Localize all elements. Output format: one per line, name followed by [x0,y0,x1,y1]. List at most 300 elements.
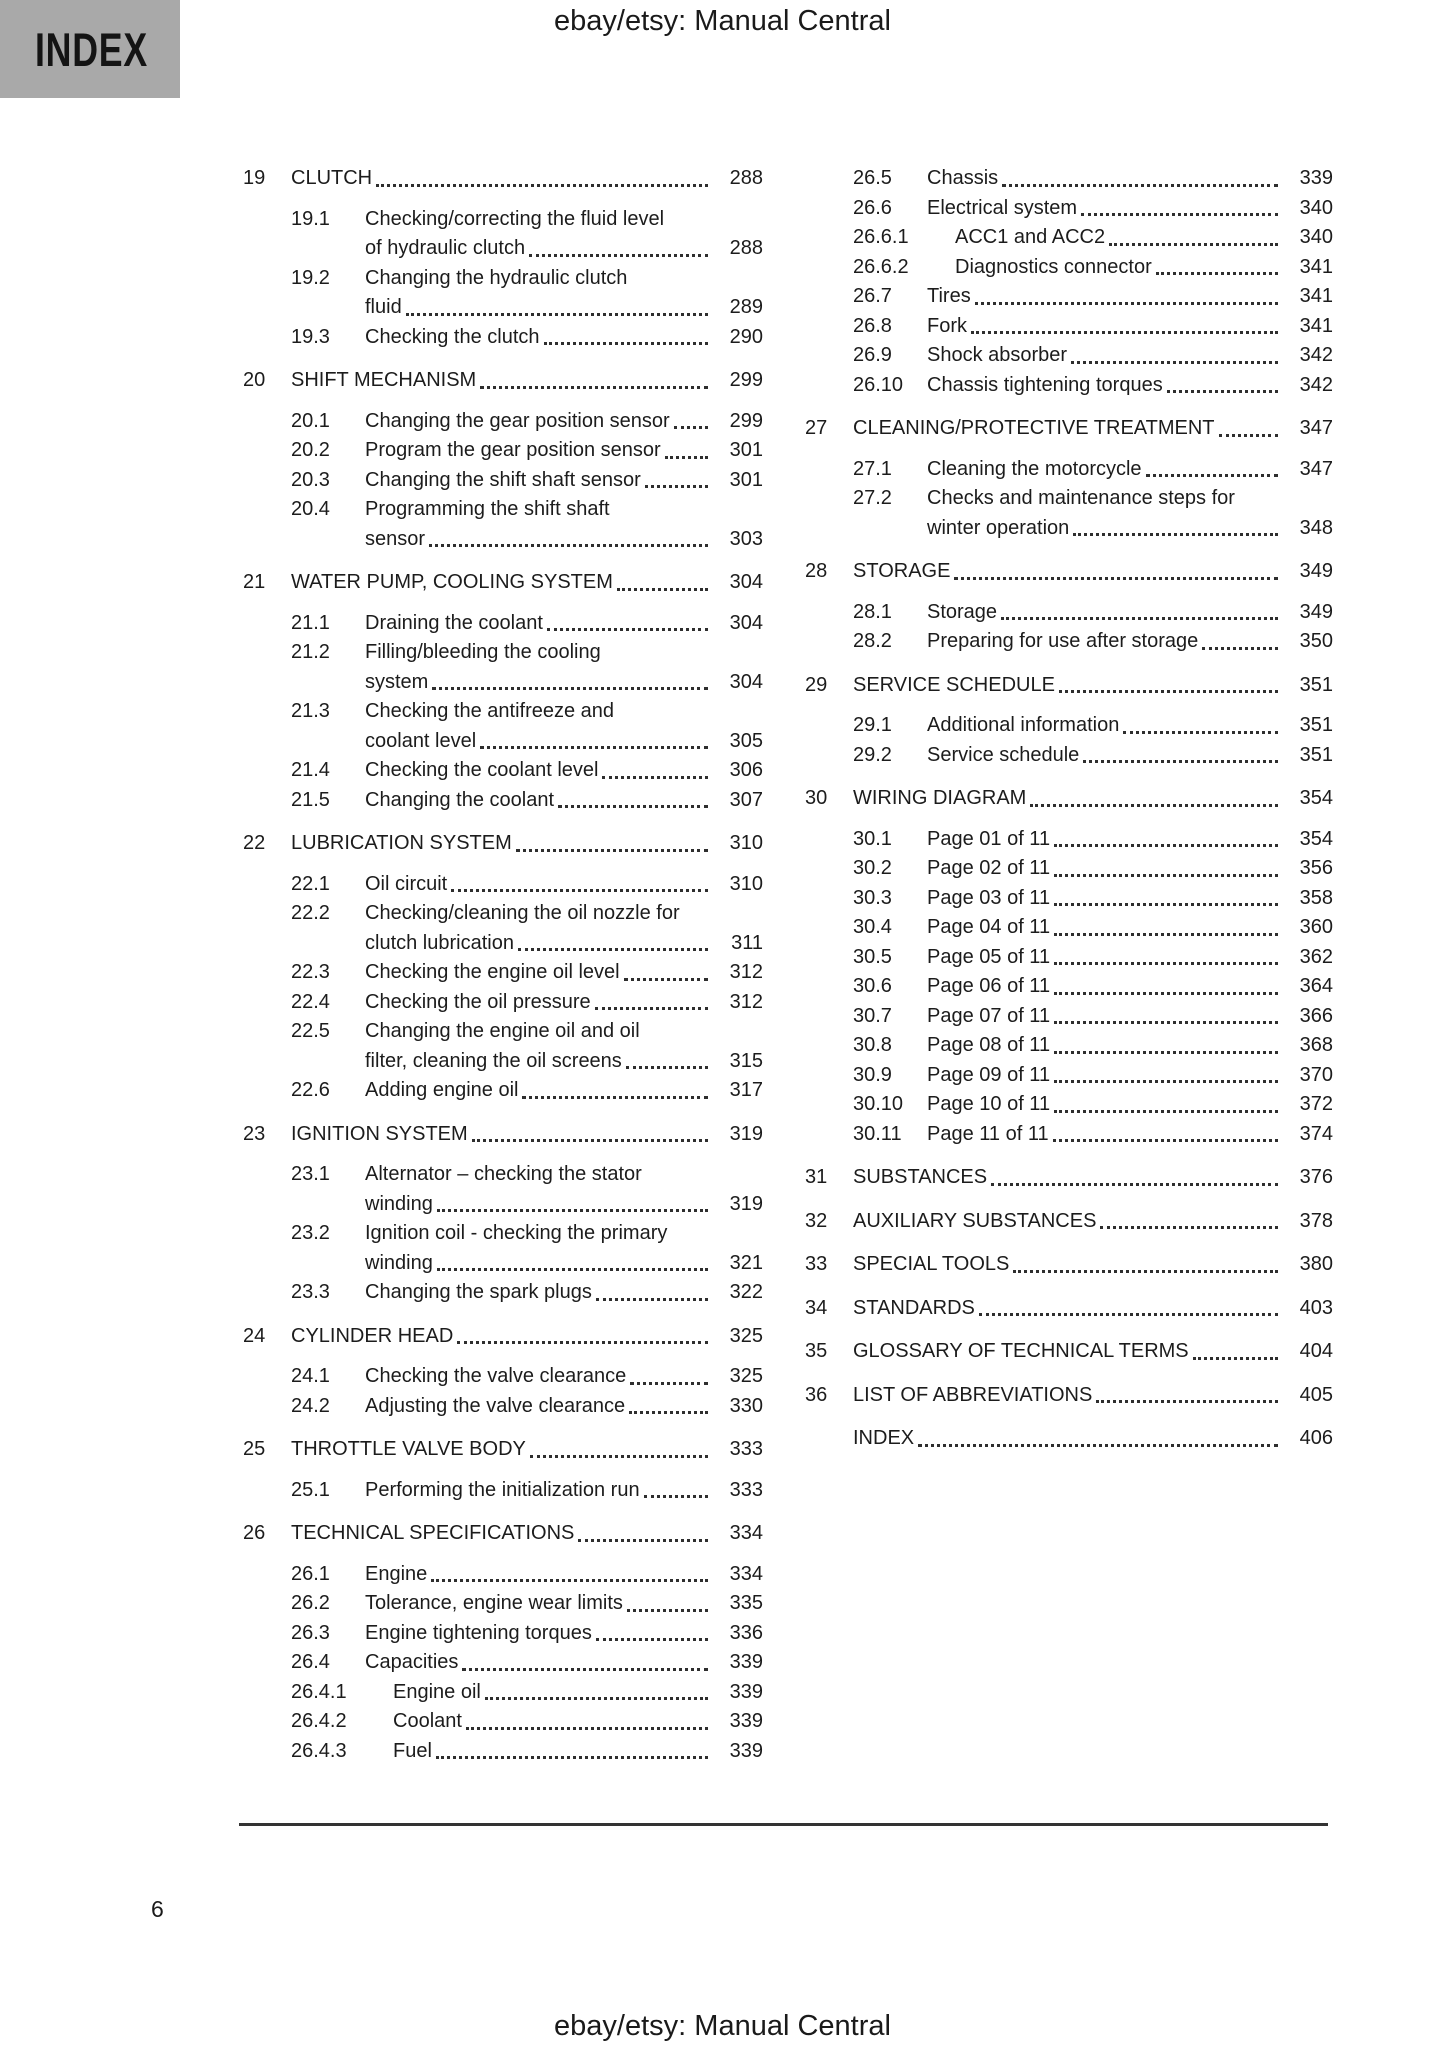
entry-body [291,164,763,194]
entry-number: 26 [243,1522,266,1544]
entry-page-number: 303 [729,527,763,550]
dot-leader [1096,1381,1278,1404]
dot-leader [1030,784,1278,807]
toc-right-column [805,164,1333,1465]
entry-body [955,253,1333,283]
entry-number: 26.4 [291,1651,330,1673]
toc-entry [243,756,763,786]
entry-page-number: 335 [729,1592,763,1614]
entry-final-line [853,784,1333,814]
entry-title-line: Page 11 of 11 [927,1122,1049,1145]
entry-body [853,784,1333,814]
entry-title-line: Changing the shift shaft sensor [365,468,641,491]
toc-entry [805,164,1333,194]
toc-entry [805,371,1333,401]
entry-number: 35 [805,1340,828,1362]
dot-leader [522,1076,708,1099]
index-badge-label: INDEX [35,22,148,76]
toc-entry [805,1424,1333,1454]
entry-body [927,484,1333,543]
entry-page-number: 406 [1299,1427,1333,1449]
dot-leader [518,929,708,952]
entry-final-line [291,829,763,859]
dot-leader [480,727,708,750]
entry-final-line [365,1589,763,1619]
entry-final-line [365,1278,763,1308]
entry-page-number: 356 [1299,857,1333,879]
toc-entry [805,223,1333,253]
toc-entry [243,870,763,900]
dot-leader [991,1163,1278,1186]
entry-final-line [927,371,1333,401]
entry-final-line [365,609,763,639]
entry-page-number: 304 [729,670,763,693]
toc-entry [805,253,1333,283]
entry-page-number: 299 [729,409,763,432]
dot-leader [1054,1061,1278,1084]
dot-leader [431,1560,708,1583]
entry-title-line: of hydraulic clutch [365,237,526,259]
entry-page-number: 307 [729,788,763,811]
entry-title-line: filter, cleaning the oil screens [365,1049,622,1072]
entry-title-line: Tires [927,285,971,307]
entry-final-line [365,727,763,757]
dot-leader [975,282,1278,305]
entry-body [365,958,763,988]
entry-final-line [927,1031,1333,1061]
entry-body [365,1219,763,1278]
entry-page-number: 325 [729,1324,763,1347]
entry-page-number: 288 [729,167,763,189]
entry-body [955,223,1333,253]
entry-page-number: 347 [1299,457,1333,480]
entry-number: 27.2 [853,487,892,509]
entry-body [365,1362,763,1392]
dot-leader [971,312,1278,335]
dot-leader [485,1678,708,1701]
entry-title-line: THROTTLE VALVE BODY [291,1438,526,1460]
dot-leader [406,293,708,316]
entry-page-number: 310 [729,832,763,854]
entry-number: 26.3 [291,1621,330,1644]
toc-entry [805,627,1333,657]
entry-final-line [927,741,1333,771]
entry-title-line: Page 06 of 11 [927,975,1051,997]
entry-title-line: Checking/correcting the fluid level [365,207,665,230]
entry-body [853,1250,1333,1280]
entry-title-line: Tolerance, engine wear limits [365,1592,623,1614]
dot-leader [1202,627,1278,650]
entry-body [365,1076,763,1106]
entry-body [365,1017,763,1076]
dot-leader [629,1392,708,1415]
toc-entry [805,671,1333,701]
entry-title-line: WATER PUMP, COOLING SYSTEM [291,571,613,593]
dot-leader [547,609,708,632]
dot-leader [1123,711,1278,734]
entry-number: 21.1 [291,611,330,634]
entry-number: 30.1 [853,827,892,850]
entry-final-line [291,164,763,194]
footer-page-number: 6 [151,1896,164,1922]
entry-page-number: 342 [1299,373,1333,396]
dot-leader [1054,943,1278,966]
entry-page-number: 339 [729,1710,763,1732]
toc-entry [805,1090,1333,1120]
entry-page-number: 312 [729,961,763,983]
entry-page-number: 333 [729,1438,763,1460]
dot-leader [1054,972,1278,995]
entry-number: 26.4.2 [291,1710,347,1732]
entry-page-number: 301 [729,439,763,461]
entry-title-line: Adding engine oil [365,1079,519,1101]
toc-entry [805,1337,1333,1367]
entry-number: 30.9 [853,1063,892,1086]
toc-entry [805,414,1333,444]
entry-body [365,1619,763,1649]
entry-title-line: Checking the oil pressure [365,990,591,1013]
entry-page-number: 322 [729,1281,763,1303]
entry-final-line [853,1163,1333,1193]
toc-entry [805,711,1333,741]
entry-page-number: 319 [729,1122,763,1145]
entry-number: 29.2 [853,743,892,766]
entry-title-line: CLEANING/PROTECTIVE TREATMENT [853,417,1215,439]
entry-title-line: Coolant [393,1710,462,1732]
toc-entry [243,568,763,598]
entry-page-number: 347 [1299,417,1333,439]
entry-final-line [853,671,1333,701]
entry-title-line: SUBSTANCES [853,1166,988,1188]
toc-entry [243,1737,763,1767]
entry-number: 23.3 [291,1281,330,1303]
entry-page-number: 405 [1299,1383,1333,1406]
entry-title-line: Changing the gear position sensor [365,409,670,432]
entry-page-number: 370 [1299,1063,1333,1086]
entry-final-line [853,1207,1333,1237]
entry-title-line: Engine tightening torques [365,1621,592,1644]
entry-title-line: Page 04 of 11 [927,916,1051,938]
dot-leader [516,829,708,852]
entry-page-number: 349 [1299,560,1333,582]
dot-leader [1167,371,1278,394]
toc-entry [805,1031,1333,1061]
entry-body [365,1278,763,1308]
entry-page-number: 341 [1299,255,1333,278]
entry-number: 24 [243,1324,266,1347]
entry-body [853,1294,1333,1324]
entry-page-number: 315 [729,1049,763,1072]
entry-final-line [927,943,1333,973]
toc-entry [243,264,763,323]
entry-page-number: 362 [1299,945,1333,968]
entry-body [927,282,1333,312]
entry-number: 22.3 [291,961,330,983]
entry-final-line [927,1090,1333,1120]
dot-leader [1054,1002,1278,1025]
entry-number: 26.9 [853,344,892,366]
toc-entry [243,1120,763,1150]
entry-final-line [927,913,1333,943]
entry-body [365,1476,763,1506]
entry-number: 19.2 [291,266,330,289]
entry-page-number: 404 [1299,1340,1333,1362]
entry-page-number: 317 [729,1079,763,1101]
entry-title-line: Service schedule [927,743,1080,766]
entry-page-number: 349 [1299,600,1333,623]
toc-entry [243,466,763,496]
entry-page-number: 334 [729,1522,763,1544]
entry-title-line: Page 10 of 11 [927,1093,1051,1115]
entry-body [291,568,763,598]
entry-page-number: 360 [1299,916,1333,938]
entry-final-line [853,1381,1333,1411]
entry-body [365,436,763,466]
dot-leader [578,1519,708,1542]
entry-number: 20.1 [291,409,330,432]
dot-leader [529,234,708,257]
entry-final-line [291,1435,763,1465]
entry-number: 21.2 [291,641,330,663]
entry-final-line [291,1120,763,1150]
entry-number: 28.2 [853,630,892,652]
entry-final-line [365,756,763,786]
entry-title-line: Engine [365,1562,428,1585]
entry-page-number: 339 [729,1739,763,1762]
entry-body [365,1392,763,1422]
entry-number: 22.2 [291,902,330,924]
entry-page-number: 358 [1299,886,1333,909]
entry-title-line: Changing the engine oil and oil [365,1020,640,1042]
entry-title-line: SPECIAL TOOLS [853,1253,1010,1275]
entry-final-line [365,466,763,496]
toc-entry [805,1207,1333,1237]
entry-final-line [291,568,763,598]
toc-entry [243,1648,763,1678]
entry-body [365,609,763,639]
entry-number: 34 [805,1296,828,1319]
entry-title-line: Checking the valve clearance [365,1365,627,1387]
entry-body [927,884,1333,914]
entry-title-line: Program the gear position sensor [365,439,661,461]
entry-title-line: winding [365,1192,433,1215]
entry-body [927,741,1333,771]
entry-page-number: 348 [1299,516,1333,539]
footer-rule [239,1823,1328,1826]
entry-body [291,1435,763,1465]
entry-title-line: Changing the coolant [365,788,555,811]
entry-title-line: Checking/cleaning the oil nozzle for [365,902,680,924]
entry-title-line: Checking the antifreeze and [365,700,615,722]
entry-body [927,1090,1333,1120]
dot-leader [1193,1337,1278,1360]
entry-title-line: Checking the engine oil level [365,961,620,983]
entry-page-number: 340 [1299,226,1333,248]
entry-final-line [853,1424,1333,1454]
toc-entry [805,1250,1333,1280]
dot-leader [1100,1207,1278,1230]
toc-entry [805,1381,1333,1411]
dot-leader [1109,223,1278,246]
toc-entry [243,609,763,639]
entry-body [365,1648,763,1678]
entry-title-line: Page 07 of 11 [927,1004,1051,1027]
entry-body [927,455,1333,485]
entry-final-line [365,1249,763,1279]
dot-leader [558,786,708,809]
entry-number: 24.1 [291,1365,330,1387]
entry-page-number: 330 [729,1394,763,1417]
entry-final-line [927,711,1333,741]
entry-body [393,1737,763,1767]
entry-body [291,1120,763,1150]
toc-entry [243,1076,763,1106]
entry-body [365,323,763,353]
dot-leader [480,366,708,389]
toc-entry [243,1435,763,1465]
entry-body [927,972,1333,1002]
entry-final-line [927,164,1333,194]
toc-entry [805,194,1333,224]
entry-body [365,899,763,958]
entry-final-line [365,1648,763,1678]
entry-title-line: Engine oil [393,1680,481,1703]
entry-number: 26.6.2 [853,255,909,278]
entry-title-line: Page 03 of 11 [927,886,1051,909]
toc-entry [243,899,763,958]
dot-leader [1083,741,1278,764]
entry-number: 19.3 [291,325,330,348]
dot-leader [1054,1090,1278,1113]
entry-final-line [853,414,1333,444]
entry-final-line [927,455,1333,485]
toc-entry [243,407,763,437]
dot-leader [979,1294,1278,1317]
dot-leader [1054,854,1278,877]
entry-number: 30.8 [853,1034,892,1056]
entry-title-line: Chassis [927,167,999,189]
entry-page-number: 333 [729,1478,763,1501]
entry-number: 19 [243,167,266,189]
toc-entry [243,1560,763,1590]
entry-page-number: 301 [729,468,763,491]
toc-entry [805,1002,1333,1032]
entry-title-line: Storage [927,600,998,623]
entry-page-number: 364 [1299,975,1333,997]
entry-page-number: 354 [1299,787,1333,809]
entry-title-line: Page 09 of 11 [927,1063,1051,1086]
entry-final-line [853,1250,1333,1280]
entry-body [927,1061,1333,1091]
entry-title-line: clutch lubrication [365,931,514,954]
entry-title-line: Performing the initialization run [365,1478,640,1501]
entry-body [365,264,763,323]
entry-final-line [365,407,763,437]
entry-page-number: 351 [1299,743,1333,766]
toc-entry [243,205,763,264]
entry-number: 22.6 [291,1079,330,1101]
dot-leader [1071,341,1278,364]
entry-page-number: 311 [731,931,763,954]
entry-title-line: Changing the spark plugs [365,1281,592,1303]
dot-leader [665,436,708,459]
dot-leader [602,756,708,779]
entry-number: 27 [805,417,828,439]
entry-title-line: LIST OF ABBREVIATIONS [853,1383,1093,1406]
entry-final-line [291,1322,763,1352]
entry-number: 23 [243,1122,266,1145]
dot-leader [1053,1120,1278,1143]
entry-title-line: Electrical system [927,196,1078,219]
entry-body [291,366,763,396]
entry-title-line: Ignition coil - checking the primary [365,1222,668,1244]
entry-body [927,711,1333,741]
entry-body [853,1163,1333,1193]
entry-title-line: Fork [927,314,967,337]
entry-title-line: CLUTCH [291,167,373,189]
entry-title-line: system [365,670,429,693]
entry-body [393,1678,763,1708]
entry-number: 20 [243,369,266,391]
entry-page-number: 305 [729,729,763,752]
entry-final-line [393,1737,763,1767]
entry-final-line [927,598,1333,628]
entry-body [291,1322,763,1352]
entry-page-number: 334 [729,1562,763,1585]
entry-page-number: 304 [729,571,763,593]
entry-final-line [393,1707,763,1737]
entry-final-line [365,525,763,555]
entry-title-line: LUBRICATION SYSTEM [291,832,512,854]
toc-entry [805,972,1333,1002]
entry-page-number: 378 [1299,1209,1333,1232]
entry-title-line: Chassis tightening torques [927,373,1163,396]
dot-leader [954,557,1278,580]
entry-body [927,913,1333,943]
entry-title-line: WIRING DIAGRAM [853,787,1027,809]
toc-entry [805,741,1333,771]
entry-number: 30.2 [853,857,892,879]
dot-leader [376,164,708,187]
entry-page-number: 340 [1299,196,1333,219]
entry-final-line [365,1560,763,1590]
entry-number: 30.6 [853,975,892,997]
entry-final-line [365,323,763,353]
entry-body [365,407,763,437]
entry-final-line [927,972,1333,1002]
entry-title-line: STORAGE [853,560,951,582]
toc-entry [805,884,1333,914]
entry-number: 32 [805,1209,828,1232]
toc-entry [805,1294,1333,1324]
entry-page-number: 342 [1299,344,1333,366]
entry-body [365,495,763,554]
entry-title-line: Alternator – checking the stator [365,1163,642,1185]
dot-leader [1146,455,1278,478]
entry-page-number: 299 [729,369,763,391]
toc-entry [805,1120,1333,1150]
entry-final-line [927,627,1333,657]
entry-title-line: coolant level [365,729,477,752]
toc-entry [243,988,763,1018]
toc-entry [243,1160,763,1219]
entry-final-line [365,668,763,698]
entry-body [853,671,1333,701]
entry-title-line: Page 08 of 11 [927,1034,1051,1056]
entry-final-line [853,1294,1333,1324]
entry-title-line: IGNITION SYSTEM [291,1122,468,1145]
entry-number: 30.10 [853,1093,904,1115]
